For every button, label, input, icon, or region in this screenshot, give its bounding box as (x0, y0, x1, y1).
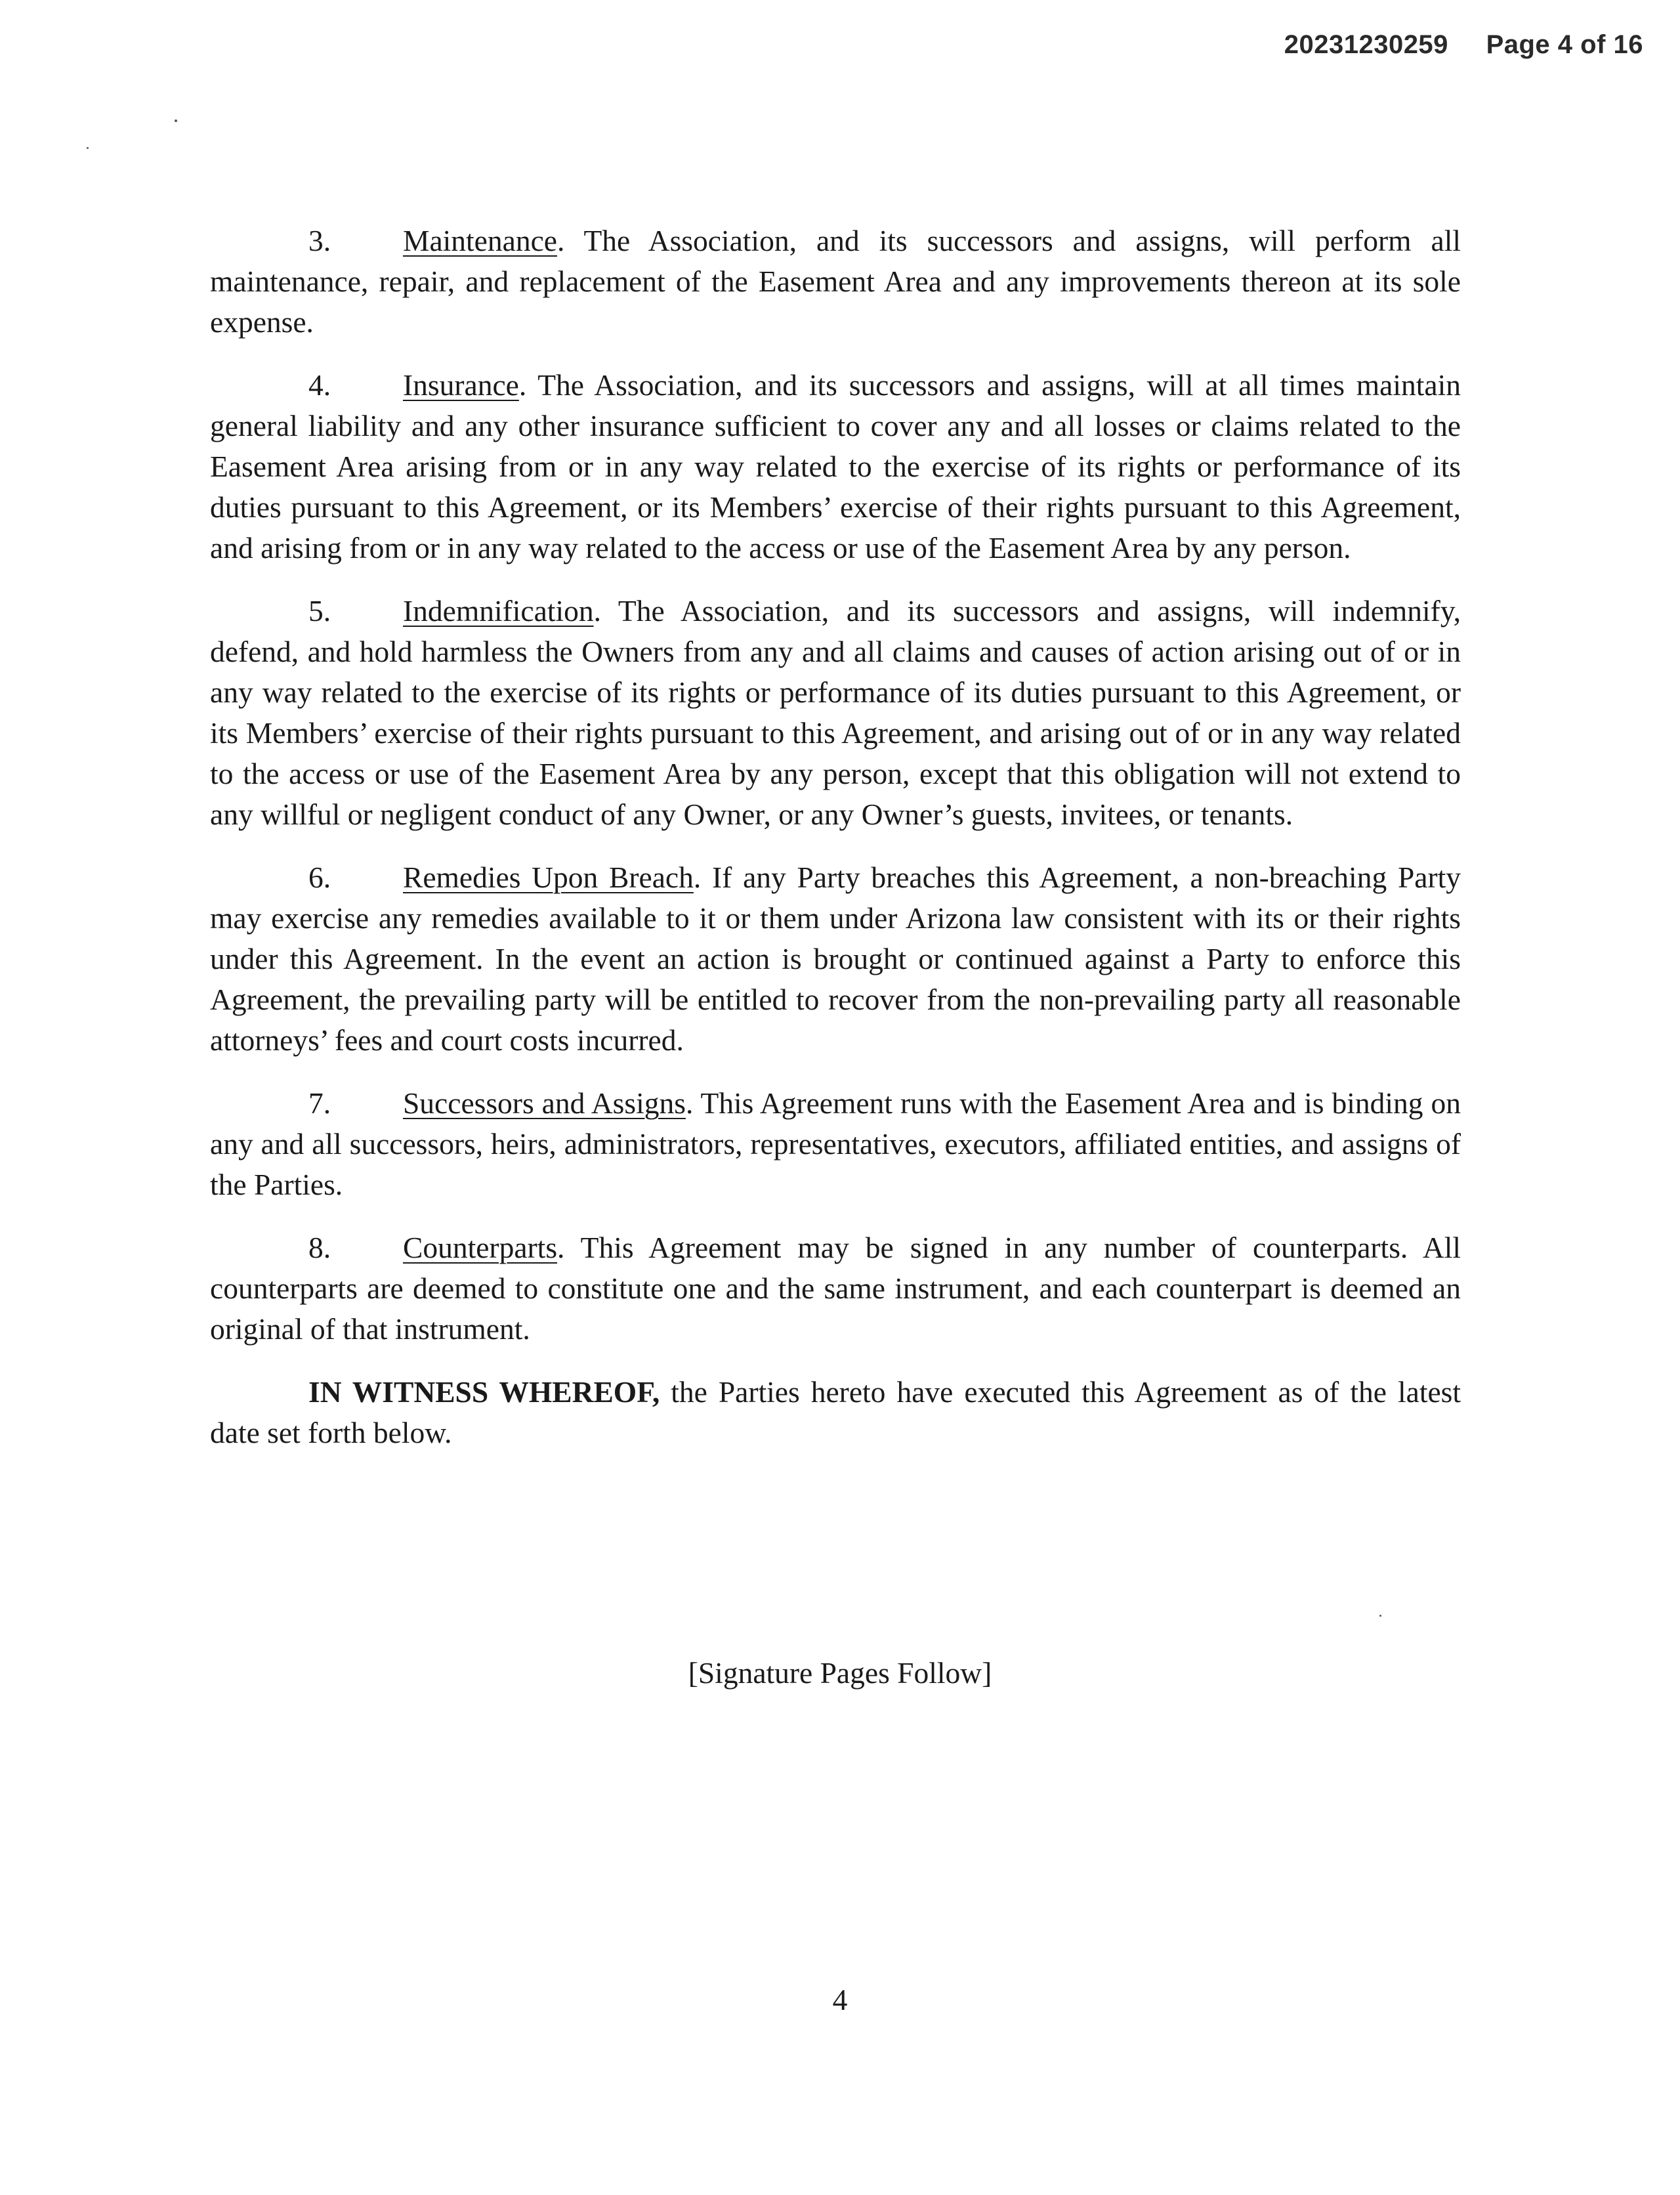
section-heading: Counterparts (403, 1231, 558, 1264)
section-8 (210, 1227, 1461, 1350)
signature-note: [Signature Pages Follow] (688, 1656, 992, 1690)
scan-speck (1379, 1615, 1381, 1617)
document-number: 20231230259 (1284, 30, 1448, 59)
section-number: 4. (308, 368, 331, 402)
scan-speck (175, 119, 177, 122)
section-heading: Indemnification (403, 594, 594, 628)
page-header (1284, 30, 1643, 60)
page-number: 4 (832, 1983, 848, 2016)
section-text: . The Association, and its successors and assigns, will indemnify, defend, and hold harmless the Owners from any and all claims and causes of action arising out of or in any way related to the exercise of its rights or performance of its duties pursuant to this Agreement, or its Members’ exercise of their rights pursuant to this Agreement, and arising out of or in any way related to the access or use of the Easement Area by any person, except that this obligation will not extend to any willful or negligent conduct of any Owner, or any Owner’s guests, invitees, or tenants. (210, 594, 1461, 831)
witness-text: the Parties hereto have executed this Agreement as of the latest date set forth below. (210, 1375, 1461, 1449)
section-heading: Remedies Upon Breach (403, 861, 694, 894)
section-number: 8. (308, 1231, 331, 1264)
section-text: . The Association, and its successors and assigns, will at all times maintain general liability and any other insurance sufficient to cover any and all losses or claims related to the Easement Area arising from or in any way related to the exercise of its rights or performance of its duties pursuant to this Agreement, or its Members’ exercise of their rights pursuant to this Agreement, and arising from or in any way related to the access or use of the Easement Area by any person. (210, 368, 1461, 565)
section-number: 7. (308, 1086, 331, 1120)
section-5 (210, 591, 1461, 835)
section-7 (210, 1083, 1461, 1205)
section-text: . If any Party breaches this Agreement, a non-breaching Party may exercise any remedies available to it or them under Arizona law consistent with its or their rights under this Agreement. In the event an action is brought or continued against a Party to enforce this Agreement, the prevailing party will be entitled to recover from the non-prevailing party all reasonable attorneys’ fees and court costs incurred. (210, 861, 1461, 1057)
scan-speck (87, 147, 89, 149)
section-number: 3. (308, 224, 331, 257)
section-heading: Maintenance (403, 224, 557, 257)
section-number: 6. (308, 861, 331, 894)
section-text: . This Agreement runs with the Easement Area and is binding on any and all successors, heirs, administrators, representatives, executors, affiliated entities, and assigns of the Parties. (210, 1086, 1461, 1201)
page-label: Page 4 of 16 (1486, 30, 1643, 59)
section-3 (210, 221, 1461, 343)
section-6 (210, 857, 1461, 1061)
section-number: 5. (308, 594, 331, 628)
section-heading: Insurance (403, 368, 519, 402)
section-text: . This Agreement may be signed in any number of counterparts. All counterparts are deemed to constitute one and the same instrument, and each counterpart is deemed an original of that instrument. (210, 1231, 1461, 1346)
section-heading: Successors and Assigns (403, 1086, 686, 1120)
section-text: . The Association, and its successors and assigns, will perform all maintenance, repair, and replacement of the Easement Area and any improvements thereon at its sole expense. (210, 224, 1461, 339)
document-body (210, 221, 1461, 1476)
witness-lead: IN WITNESS WHEREOF, (308, 1375, 660, 1409)
witness-clause (210, 1372, 1461, 1453)
section-4 (210, 365, 1461, 568)
